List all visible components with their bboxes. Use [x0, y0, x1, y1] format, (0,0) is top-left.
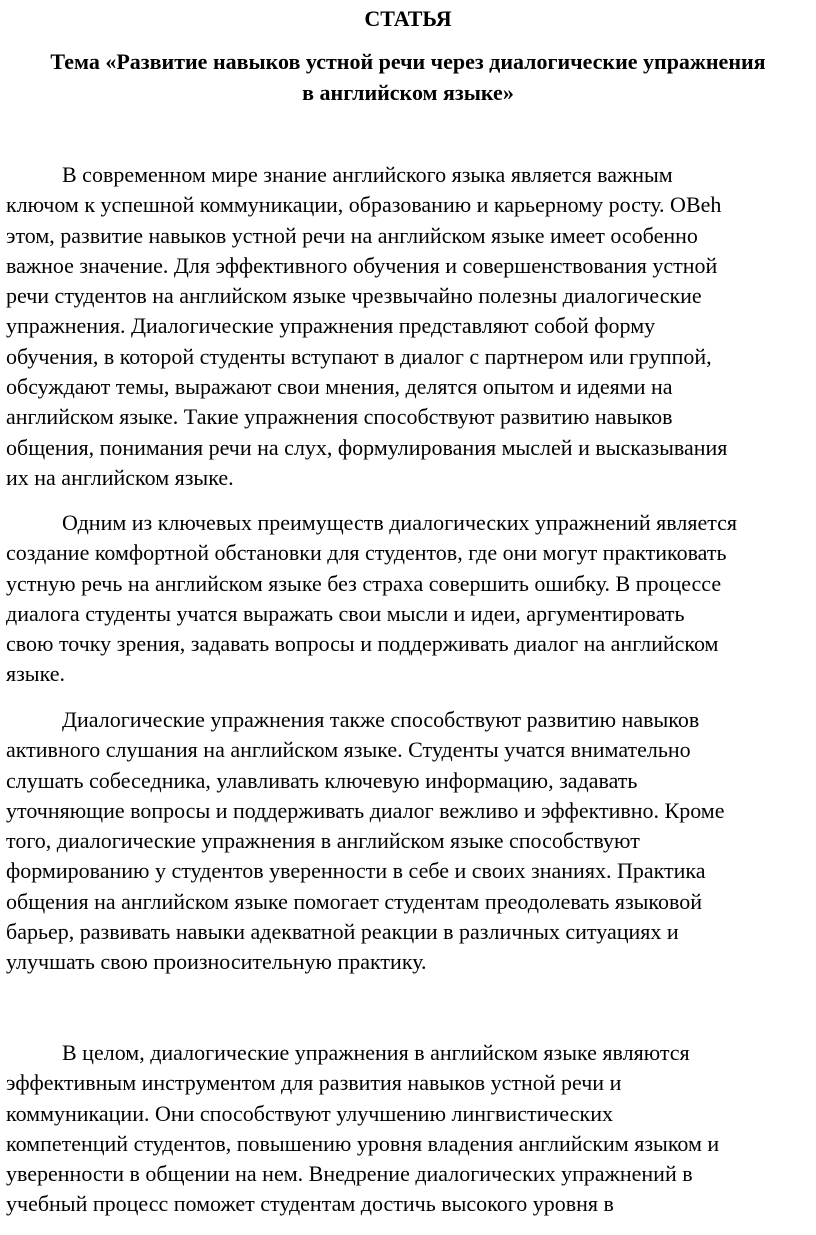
document-title: [0, 46, 816, 108]
paragraph-line: уточняющие вопросы и поддерживать диалог вежливо и эффективно. Кроме: [6, 797, 725, 823]
document-label: СТАТЬЯ: [364, 6, 452, 31]
paragraph-line: упражнения. Диалогические упражнения представляют собой форму: [6, 313, 656, 339]
paragraph-line: этом, развитие навыков устной речи на английском языке имеет особенно: [6, 222, 698, 248]
paragraph-line: того, диалогические упражнения в английском языке способствуют: [6, 828, 640, 854]
paragraph-line: коммуникации. Они способствуют улучшению лингвистических: [6, 1100, 613, 1126]
paragraph-line: улучшать свою произносительную практику.: [6, 949, 427, 975]
paragraph-line: Одним из ключевых преимуществ диалогических упражнений является: [62, 510, 737, 535]
paragraph-line: компетенций студентов, повышению уровня владения английским языком и: [6, 1130, 720, 1156]
document-title-line: в английском языке»: [302, 80, 514, 105]
paragraph-line: барьер, развивать навыки адекватной реакции в различных ситуациях и: [6, 919, 679, 945]
paragraph-line: общения на английском языке помогает студентам преодолевать языковой: [6, 888, 703, 914]
paragraph-line: создание комфортной обстановки для студентов, где они могут практиковать: [6, 540, 727, 566]
paragraph-line: Диалогические упражнения также способствуют развитию навыков: [62, 707, 700, 732]
paragraph-line: эффективным инструментом для развития навыков устной речи и: [6, 1070, 622, 1096]
paragraph-line: учебный процесс поможет студентам достичь высокого уровня в: [6, 1191, 614, 1217]
paragraph-line: активного слушания на английском языке. Студенты учатся внимательно: [6, 737, 691, 763]
body-paragraph-1: [6, 160, 806, 493]
paragraph-line: В современном мире знание английского языка является важным: [62, 162, 673, 187]
paragraph-line: важное значение. Для эффективного обучения и совершенствования устной: [6, 252, 718, 278]
body-paragraph-4: [6, 1038, 806, 1220]
paragraph-line: английском языке. Такие упражнения способствуют развитию навыков: [6, 404, 673, 430]
paragraph-line: формированию у студентов уверенности в себе и своих знаниях. Практика: [6, 858, 706, 884]
paragraph-line: уверенности в общении на нем. Внедрение диалогических упражнений в: [6, 1161, 693, 1187]
body-paragraph-3: [6, 705, 806, 978]
paragraph-line: обсуждают темы, выражают свои мнения, делятся опытом и идеями на: [6, 374, 673, 400]
paragraph-line: ключом к успешной коммуникации, образованию и карьерному росту. ОВeh: [6, 192, 722, 218]
paragraph-line: языке.: [6, 661, 65, 687]
paragraph-line: обучения, в которой студенты вступают в диалог с партнером или группой,: [6, 343, 712, 369]
document-title-line: Тема «Развитие навыков устной речи через диалогические упражнения: [50, 49, 766, 74]
paragraph-line: речи студентов на английском языке чрезвычайно полезны диалогические: [6, 283, 702, 309]
paragraph-line: общения, понимания речи на слух, формулирования мыслей и высказывания: [6, 434, 728, 460]
paragraph-line: устную речь на английском языке без страха совершить ошибку. В процессе: [6, 570, 722, 596]
body-paragraph-2: [6, 508, 806, 690]
paragraph-line: их на английском языке.: [6, 464, 234, 490]
paragraph-line: свою точку зрения, задавать вопросы и поддерживать диалог на английском: [6, 631, 719, 657]
paragraph-line: диалога студенты учатся выражать свои мысли и идеи, аргументировать: [6, 600, 685, 626]
paragraph-line: В целом, диалогические упражнения в английском языке являются: [62, 1040, 690, 1065]
paragraph-line: слушать собеседника, улавливать ключевую информацию, задавать: [6, 767, 638, 793]
